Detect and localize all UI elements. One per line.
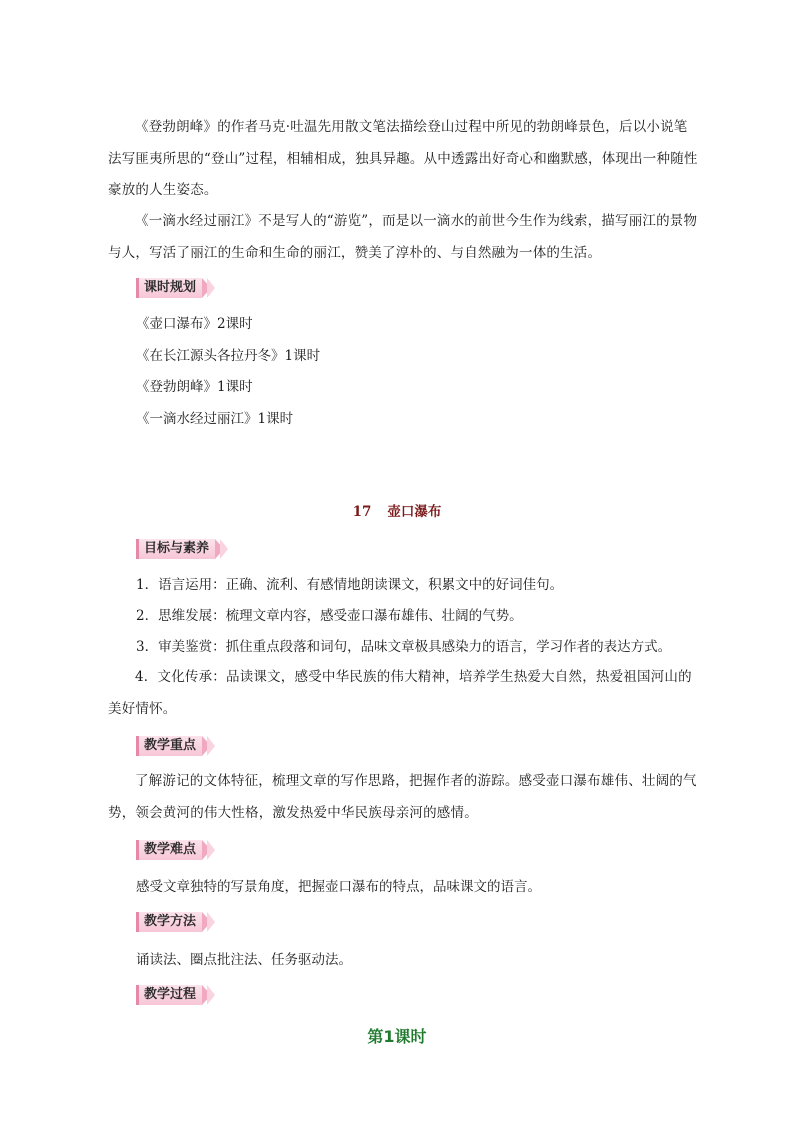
intro-paragraph-dengbolangfeng: 《登勃朗峰》的作者马克·吐温先用散文笔法描绘登山过程中所见的勃朗峰景色，后以小说笔法写匪夷所思的“登山”过程，相辅相成，独具异趣。从中透露出好奇心和幽默感，体现出一种随性豪放的人生姿态。 <box>108 119 698 198</box>
schedule-item: 《登勃朗峰》1课时 <box>136 379 253 395</box>
chevron-right-icon <box>207 912 215 932</box>
goal-item: 1．语言运用：正确、流利、有感情地朗读课文，积累文中的好词佳句。 <box>136 577 564 593</box>
keypoints-text: 了解游记的文体特征，梳理文章的写作思路，把握作者的游踪。感受壶口瀑布雄伟、壮阔的气势，领会黄河的伟大性格，激发热爱中华民族母亲河的感情。 <box>108 773 697 821</box>
section-tag-label: 教学难点 <box>136 840 202 860</box>
section-tag-label: 课时规划 <box>136 278 202 298</box>
section-tag-goals <box>136 539 228 559</box>
section-tag-label: 教学过程 <box>136 985 202 1005</box>
section-tag-label: 教学重点 <box>136 736 202 756</box>
lesson-number: 17 <box>352 504 372 520</box>
schedule-item: 《在长江源头各拉丹冬》1课时 <box>136 348 321 364</box>
section-tag-label: 目标与素养 <box>136 539 215 559</box>
chevron-right-icon <box>207 985 215 1005</box>
schedule-item: 《一滴水经过丽江》1课时 <box>136 411 294 427</box>
section-tag-label: 教学方法 <box>136 912 202 932</box>
schedule-item: 《壶口瀑布》2课时 <box>136 316 253 332</box>
section-tag-difficulties <box>136 840 215 860</box>
section-tag-schedule <box>136 278 215 298</box>
lesson-name: 壶口瀑布 <box>387 504 442 520</box>
section-tag-methods <box>136 912 215 932</box>
chevron-right-icon <box>207 278 215 298</box>
period-title: 第1课时 <box>367 1027 427 1046</box>
difficulties-text: 感受文章独特的写景角度，把握壶口瀑布的特点，品味课文的语言。 <box>136 879 541 895</box>
goal-item: 2．思维发展：梳理文章内容，感受壶口瀑布雄伟、壮阔的气势。 <box>136 608 523 624</box>
chevron-right-icon <box>220 539 228 559</box>
lesson-title <box>0 502 794 522</box>
goal-item: 3．审美鉴赏：抓住重点段落和词句，品味文章极具感染力的语言，学习作者的表达方式。 <box>136 639 672 655</box>
goal-item: 4．文化传承：品读课文，感受中华民族的伟大精神，培养学生热爱大自然，热爱祖国河山的美好情怀。 <box>108 669 692 717</box>
section-tag-keypoints <box>136 736 215 756</box>
intro-paragraph-yidishui: 《一滴水经过丽江》不是写人的“游览”，而是以一滴水的前世今生作为线索，描写丽江的景物与人，写活了丽江的生命和生命的丽江，赞美了淳朴的、与自然融为一体的生活。 <box>108 213 698 261</box>
chevron-right-icon <box>207 840 215 860</box>
chevron-right-icon <box>207 736 215 756</box>
methods-text: 诵读法、圈点批注法、任务驱动法。 <box>136 952 352 968</box>
section-tag-process <box>136 985 215 1005</box>
